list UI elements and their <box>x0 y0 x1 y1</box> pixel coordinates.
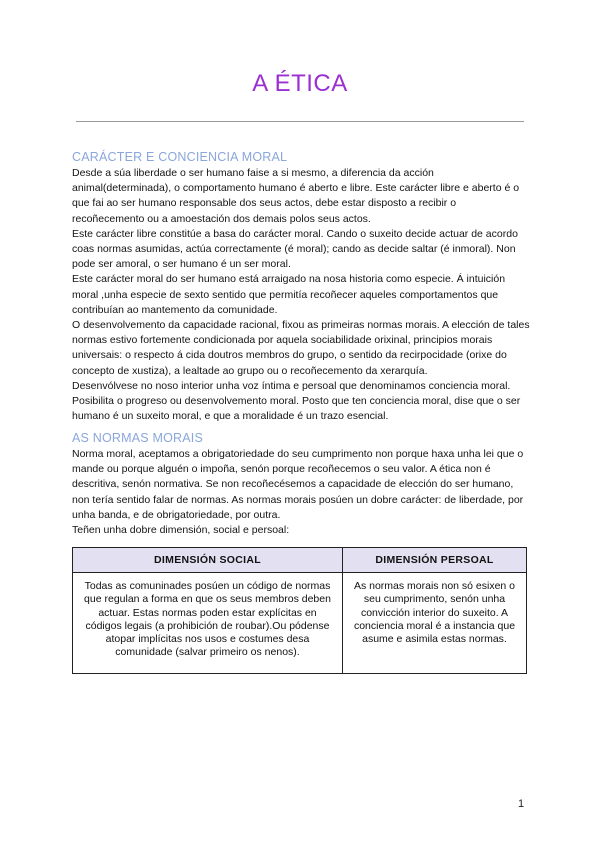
paragraph: Desenvólvese no noso interior unha voz íntima e persoal que denominamos conciencia moral. Posibilita o progreso ou desenvolvemento moral. Posto que ten conciencia moral, dise que o ser humano é un suxeito moral, e que a moralidade é un trazo esencial. <box>72 379 521 423</box>
section-heading: CARÁCTER E CONCIENCIA MORAL <box>72 150 288 164</box>
document-title: A ÉTICA <box>252 70 348 97</box>
paragraph: Este carácter libre constitúe a basa do carácter moral. Cando o suxeito decide actuar de acordo coas normas asumidas, actúa correctamente (é moral); cando as decide saltar (é inmoral). Non pode ser amoral, o ser humano é un ser moral. <box>72 227 518 271</box>
section-caracter-conciencia-moral <box>72 149 530 424</box>
paragraph: Este carácter moral do ser humano está arraigado na nosa historia como especie. Á intuición moral ,unha especie de sexto sentido que permitía recoñecer aqueles comportamentos que contribuían ao mantemento da comunidade. <box>72 273 506 316</box>
paragraph: Teñen unha dobre dimensión, social e persoal: <box>72 524 290 537</box>
page-number: 1 <box>518 798 525 810</box>
cell-social: Todas as comuninades posúen un código de normas que regulan a forma en que os seus membros deben actuar. Estas normas poden estar explícitas en códigos legais (a prohibición de roubar).Ou pódense atopar implícitas nos usos e costumes desa comunidade (salvar primeiro os nenos). <box>73 573 343 674</box>
section-heading: AS NORMAS MORAIS <box>72 431 203 445</box>
paragraph: Norma moral, aceptamos a obrigatoriedade do seu cumprimento non porque haxa unha lei que o mande ou porque alguén o impoña, senón porque recoñecemos o seu valor. A ética non é descritiva, senón normativa. Se non recoñecésemos a capacidade de elección do ser humano, non tería sentido falar de normas. As normas morais posúen un dobre carácter: de liberdade, por unha banda, e de obrigatoriedade, por outra. <box>72 448 524 521</box>
table-header-row <box>73 548 527 573</box>
header-social: DIMENSIÓN SOCIAL <box>73 548 343 573</box>
table-row <box>73 573 527 674</box>
cell-persoal: As normas morais non só esixen o seu cumprimento, senón unha convicción interior do suxeito. A conciencia moral é a instancia que asume e asimila estas normas. <box>343 573 527 674</box>
dimensions-table <box>72 547 527 674</box>
section-normas-morais <box>72 430 530 538</box>
title-divider <box>76 121 524 122</box>
paragraph: Desde a súa liberdade o ser humano faise a si mesmo, a diferencia da acción animal(determinada), o comportamento humano é aberto e libre. Este carácter libre e aberto é o que fai ao ser humano responsable dos seus actos, debe estar disposto a recibir o recoñecemento ou a amoestación dos demais polos seus actos. <box>72 167 520 225</box>
header-persoal: DIMENSIÓN PERSOAL <box>343 548 527 573</box>
paragraph: O desenvolvemento da capacidade racional, fixou as primeiras normas morais. A elección de tales normas estivo fortemente condicionada por aquela sociabilidade orixinal, principios morais universais: o respecto á cida doutros membros do grupo, o sentido da recirpocidade (orixe do concepto de xustiza), a lealtade ao grupo ou o recoñecemento da xerarquía. <box>72 319 530 377</box>
